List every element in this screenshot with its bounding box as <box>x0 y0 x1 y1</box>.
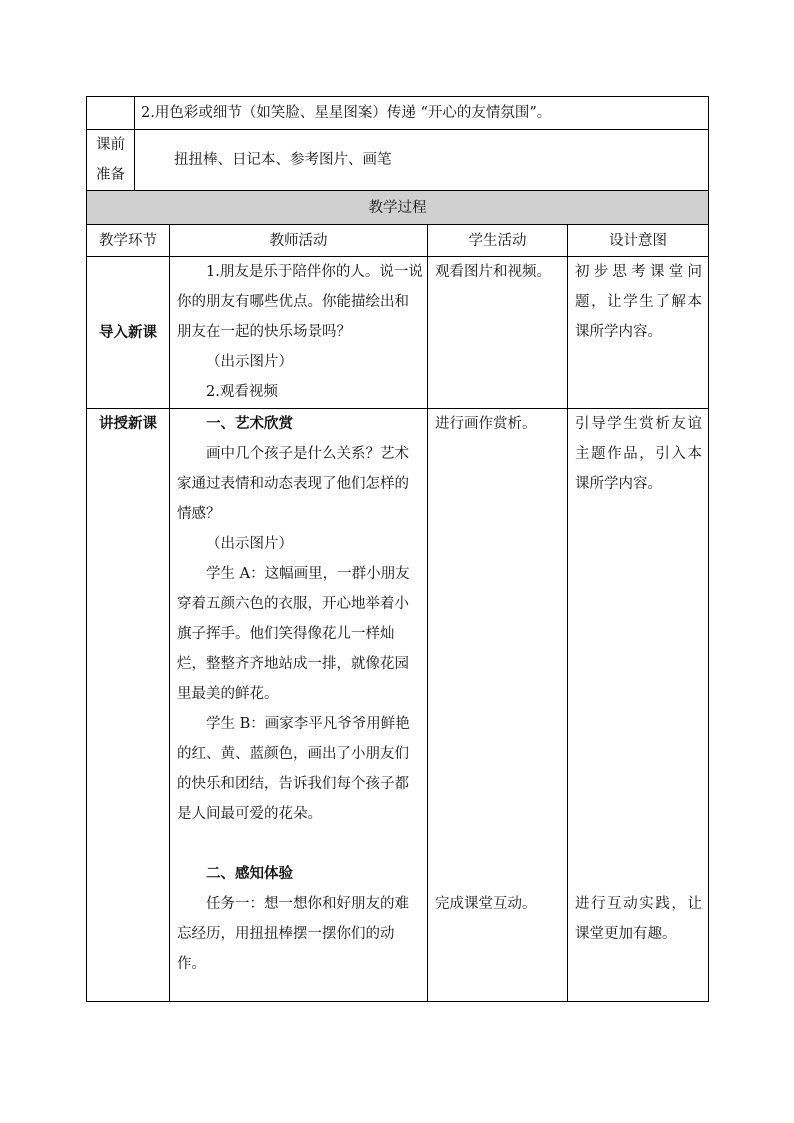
objectives-label-cell <box>87 97 135 130</box>
design-intent-1: 引导学生赏析友谊主题作品，引入本课所学内容。 <box>575 416 702 492</box>
student-activity-1: 进行画作赏析。 <box>435 416 537 432</box>
student-activity-new-lesson <box>428 409 568 1002</box>
header-design: 设计意图 <box>568 225 709 257</box>
section1-p3: 学生 A：这幅画里，一群小朋友穿着五颜六色的衣服，开心地举着小旗子挥手。他们笑得像花儿一样灿烂，整整齐齐地站成一排，就像花园里最美的鲜花。 <box>177 566 410 702</box>
design-intent-new-lesson <box>568 409 709 1002</box>
design-intent-2: 进行互动实践，让课堂更加有趣。 <box>575 896 702 942</box>
section2-title: 二、感知体验 <box>206 865 293 882</box>
header-teacher: 教师活动 <box>170 225 428 257</box>
design-intent-intro: 初步思考课堂问题，让学生了解本课所学内容。 <box>568 257 709 409</box>
objective-item-2: 2.用色彩或细节（如笑脸、星星图案）传递 “开心的友情氛围”。 <box>135 97 709 130</box>
prep-label-line1: 课前 <box>96 137 125 153</box>
section2-p1: 任务一：想一想你和好朋友的难忘经历，用扭扭棒摆一摆你们的动作。 <box>177 896 409 972</box>
table-row <box>87 257 709 409</box>
prep-items: 扭扭棒、日记本、参考图片、画笔 <box>135 130 709 191</box>
teacher-activity-new-lesson <box>170 409 428 1002</box>
student-activity-intro: 观看图片和视频。 <box>428 257 568 409</box>
teacher-intro-p2: （出示图片） <box>206 354 293 370</box>
section1-p2: （出示图片） <box>206 536 293 552</box>
teaching-process-table <box>86 190 709 1002</box>
teacher-activity-intro <box>170 257 428 409</box>
prep-label <box>87 130 135 191</box>
teacher-intro-p1: 1.朋友是乐于陪伴你的人。说一说你的朋友有哪些优点。你能描绘出和朋友在一起的快乐场景吗？ <box>177 264 423 340</box>
section1-p1: 画中几个孩子是什么关系？艺术家通过表情和动态表现了他们怎样的情感？ <box>177 446 409 522</box>
header-stage: 教学环节 <box>87 225 170 257</box>
prep-label-line2: 准备 <box>96 167 125 183</box>
header-student: 学生活动 <box>428 225 568 257</box>
section-title: 教学过程 <box>87 191 709 225</box>
student-activity-2: 完成课堂互动。 <box>435 896 537 912</box>
table-row <box>87 409 709 1002</box>
stage-new-lesson: 讲授新课 <box>87 409 170 1002</box>
objectives-prep-table <box>86 96 709 191</box>
section1-p4: 学生 B：画家李平凡爷爷用鲜艳的红、黄、蓝颜色，画出了小朋友们的快乐和团结，告诉我们每个孩子都是人间最可爱的花朵。 <box>177 716 410 822</box>
section1-title: 一、艺术欣赏 <box>206 415 293 432</box>
stage-intro: 导入新课 <box>87 257 170 409</box>
teacher-intro-p3: 2.观看视频 <box>206 384 278 400</box>
